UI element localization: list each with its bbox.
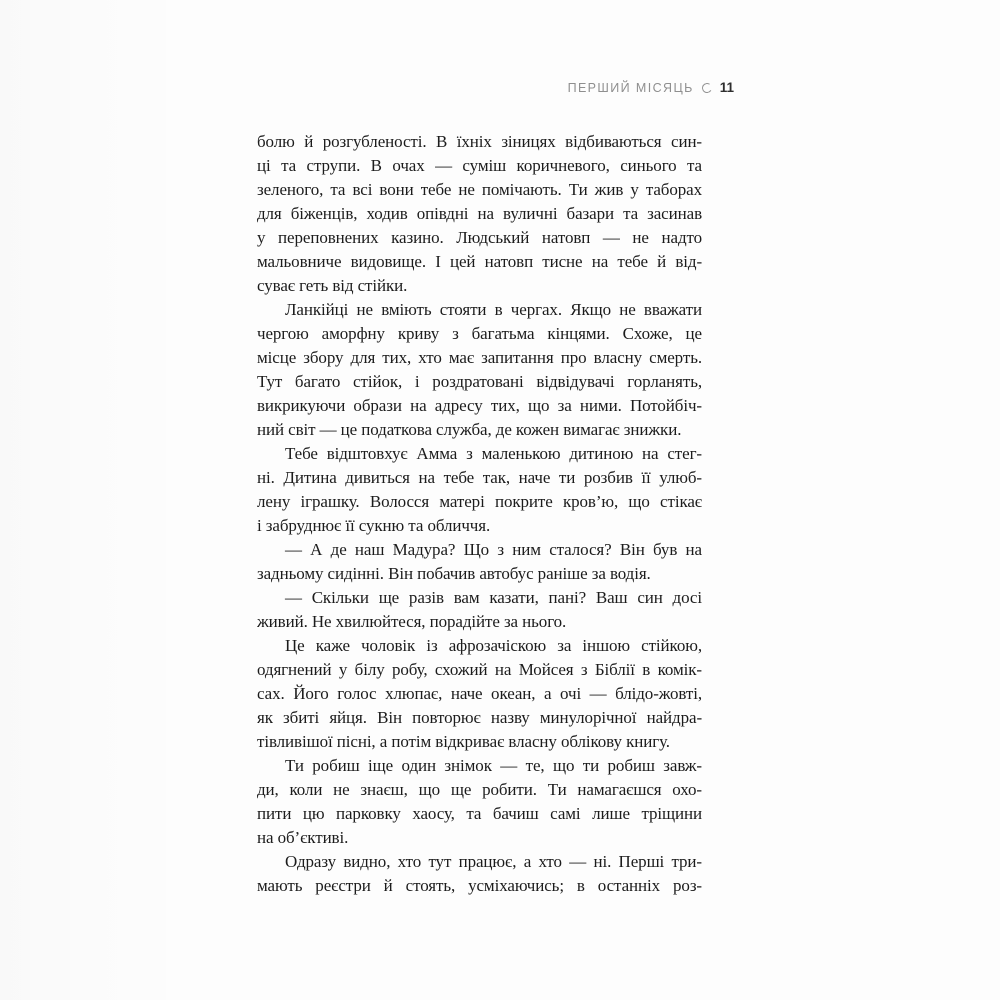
text-line: у переповнених казино. Людський натовп — не надто [257,228,702,247]
page-number: 11 [719,80,734,95]
text-line: і забруднює її сукню та обличчя. [257,516,491,535]
text-line: — А де наш Мадура? Що з ним сталося? Він був на [285,540,702,559]
running-header [568,80,734,95]
text-line: Одразу видно, хто тут працює, а хто — ні. Перші три- [285,852,702,871]
paragraph [257,754,702,850]
text-line: ди, коли не знаєш, що ще робити. Ти намагаєшся охо- [257,780,702,799]
text-line: суває геть від стійки. [257,276,408,295]
text-line: чергою аморфну криву з багатьма кінцями. Схоже, це [257,324,702,343]
text-line: місце збору для тих, хто має запитання про власну смерть. [257,348,702,367]
text-line: мають реєстри й стоять, усміхаючись; в останніх роз- [257,876,702,895]
text-line: живий. Не хвилюйтеся, порадійте за нього. [257,612,567,631]
text-line: тівливішої пісні, а потім відкриває власну облікову книгу. [257,732,670,751]
text-line: сах. Його голос хлюпає, наче океан, а очі — блідо-жовті, [257,684,702,703]
text-line: Ланкійці не вміють стояти в чергах. Якщо не вважати [285,300,702,319]
text-line: Це каже чоловік із афрозачіскою за іншою стійкою, [285,636,702,655]
text-line: пити цю парковку хаосу, та бачиш самі лише тріщини [257,804,702,823]
paragraph [257,850,702,898]
text-line: зеленого, та всі вони тебе не помічають. Ти жив у таборах [257,180,702,199]
text-line: для біженців, ходив опівдні на вуличні базари та засинав [257,204,702,223]
text-block [257,130,702,898]
text-line: Тут багато стійок, і роздратовані відвідувачі горланять, [257,372,702,391]
paragraph [257,586,702,634]
text-line: на об’єктиві. [257,828,349,847]
text-line: Тебе відштовхує Амма з маленькою дитиною на стег- [285,444,702,463]
paragraph [257,442,702,538]
paragraph [257,130,702,298]
text-line: задньому сидінні. Він побачив автобус раніше за водія. [257,564,651,583]
chapter-title: ПЕРШИЙ МІСЯЦЬ [567,80,694,95]
text-line: мальовниче видовище. І цей натовп тисне на тебе й від- [257,252,702,271]
text-line: одягнений у білу робу, схожий на Мойсея з Біблії в комік- [257,660,702,679]
text-line: ці та струпи. В очах — суміш коричневого, синього та [257,156,702,175]
text-line: лену іграшку. Волосся матері покрите кров’ю, що стікає [257,492,702,511]
text-line: — Скільки ще разів вам казати, пані? Ваш син досі [285,588,702,607]
text-line: Ти робиш іще один знімок — те, що ти робиш завж- [285,756,702,775]
paragraph [257,298,702,442]
text-line: ний світ — це податкова служба, де кожен вимагає знижки. [257,420,682,439]
text-line: болю й розгубленості. В їхніх зіницях відбиваються син- [257,132,702,151]
text-line: викрикуючи образи на адресу тих, що за ними. Потойбіч- [257,396,702,415]
crescent-moon-icon [701,82,713,94]
paragraph [257,538,702,586]
paragraph [257,634,702,754]
text-line: ні. Дитина дивиться на тебе так, наче ти розбив її улюб- [257,468,702,487]
text-line: як збиті яйця. Він повторює назву минулорічної найдра- [257,708,702,727]
